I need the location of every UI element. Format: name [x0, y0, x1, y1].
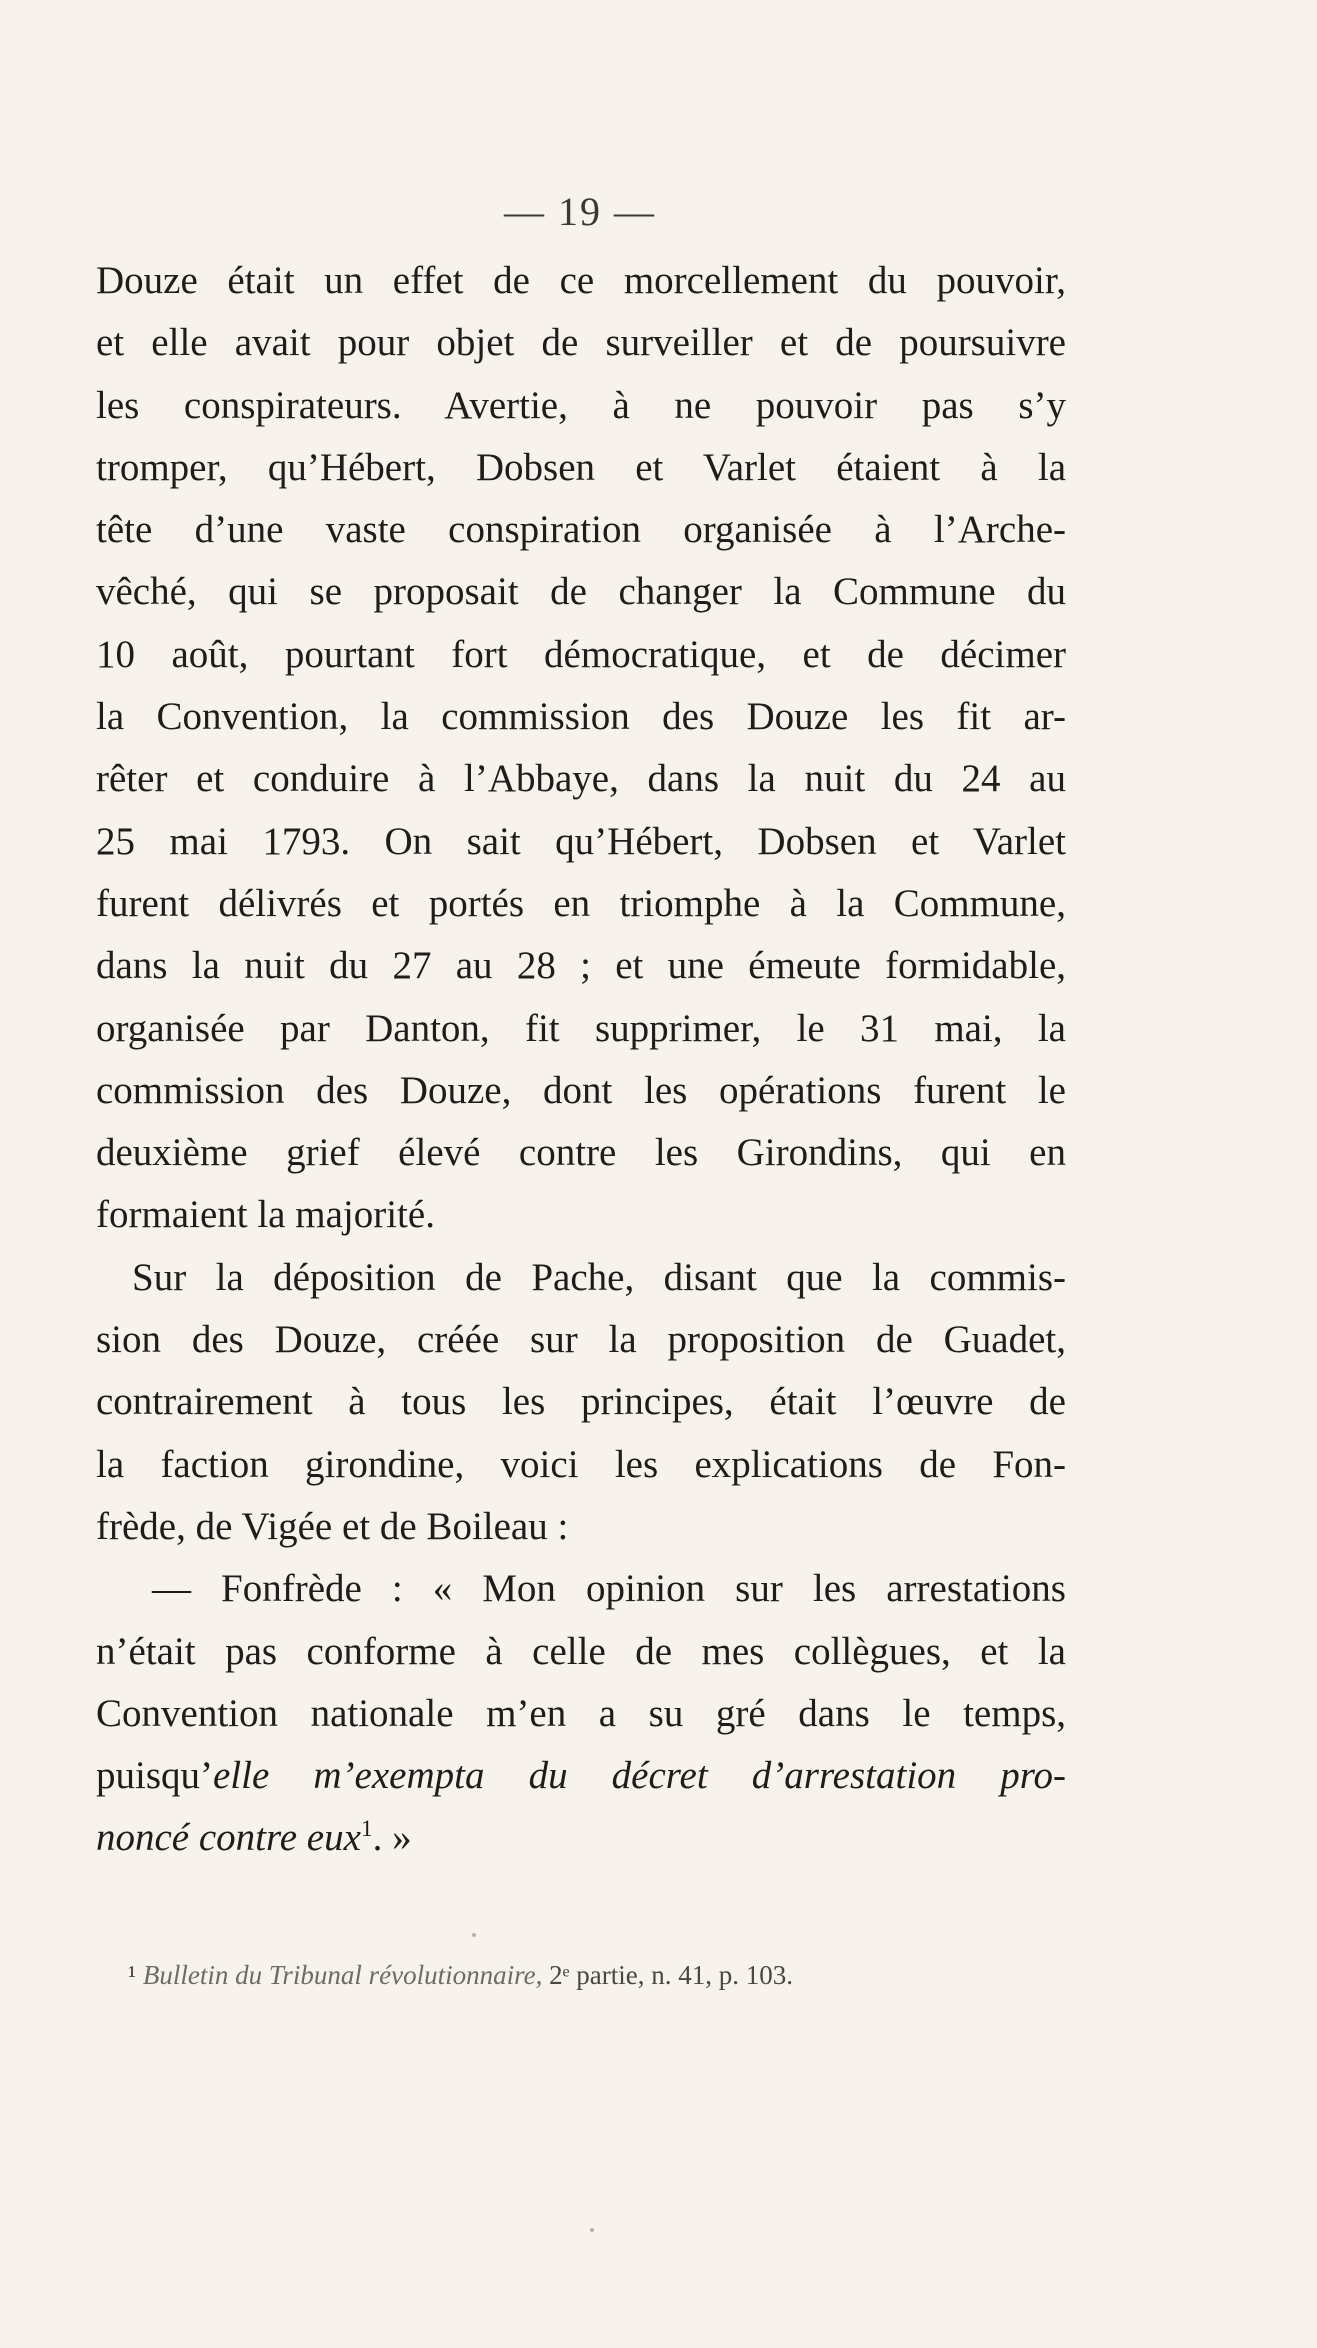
text-line: tromper, qu’Hébert, Dobsen et Varlet étaient à la	[96, 445, 1066, 489]
footnote	[128, 1960, 1068, 1991]
text-line: 10 août, pourtant fort démocratique, et de décimer	[96, 632, 1066, 676]
text-line-mixed	[96, 1745, 1066, 1807]
text-line-mixed	[96, 1807, 1066, 1869]
italic-span: elle m’exempta du décret d’arrestation pro-	[213, 1754, 1066, 1798]
text-line: organisée par Danton, fit supprimer, le 31 mai, la	[96, 1006, 1066, 1050]
paper-speck	[590, 2228, 594, 2232]
italic-span: noncé contre eux	[96, 1816, 361, 1860]
footnote-ref: 1	[360, 1816, 373, 1843]
footnote-text: 2ᵉ partie, n. 41, p. 103.	[542, 1960, 793, 1990]
text-line: formaient la majorité.	[96, 1193, 435, 1237]
text-line: deuxième grief élevé contre les Girondins, qui en	[96, 1131, 1066, 1175]
text-line: dans la nuit du 27 au 28 ; et une émeute formidable,	[96, 944, 1066, 988]
page-number: — 19 —	[504, 189, 656, 234]
text-line: 25 mai 1793. On sait qu’Hébert, Dobsen et Varlet	[96, 819, 1066, 863]
text-span: puisqu’	[96, 1754, 213, 1798]
text-line: — Fonfrède : « Mon opinion sur les arrestations	[152, 1567, 1066, 1611]
text-line: contrairement à tous les principes, était l’œuvre de	[96, 1380, 1066, 1424]
footnote-source: Bulletin du Tribunal révolutionnaire,	[142, 1960, 543, 1990]
text-line: sion des Douze, créée sur la proposition de Guadet,	[96, 1318, 1066, 1362]
footnote-marker: ¹	[128, 1960, 137, 1990]
text-line: Convention nationale m’en a su gré dans le temps,	[96, 1691, 1066, 1735]
text-line: Douze était un effet de ce morcellement du pouvoir,	[96, 259, 1066, 302]
paper-speck	[472, 1933, 476, 1937]
text-line: vêché, qui se proposait de changer la Commune du	[96, 570, 1066, 614]
text-line: furent délivrés et portés en triomphe à la Commune,	[96, 881, 1066, 925]
text-line: Sur la déposition de Pache, disant que la commis-	[132, 1255, 1066, 1299]
text-line: tête d’une vaste conspiration organisée à l’Arche-	[96, 508, 1066, 552]
text-line: frède, de Vigée et de Boileau :	[96, 1504, 569, 1548]
text-line: la faction girondine, voici les explications de Fon-	[96, 1442, 1066, 1486]
text-line: commission des Douze, dont les opérations furent le	[96, 1068, 1066, 1112]
text-line: et elle avait pour objet de surveiller et de poursuivre	[96, 321, 1066, 365]
text-span: . »	[372, 1816, 412, 1860]
text-line: n’était pas conforme à celle de mes collègues, et la	[96, 1629, 1066, 1673]
text-line: la Convention, la commission des Douze les fit ar-	[96, 695, 1066, 739]
text-line: les conspirateurs. Avertie, à ne pouvoir pas s’y	[96, 383, 1066, 427]
text-line: rêter et conduire à l’Abbaye, dans la nuit du 24 au	[96, 757, 1066, 801]
body-text	[96, 250, 1066, 1870]
